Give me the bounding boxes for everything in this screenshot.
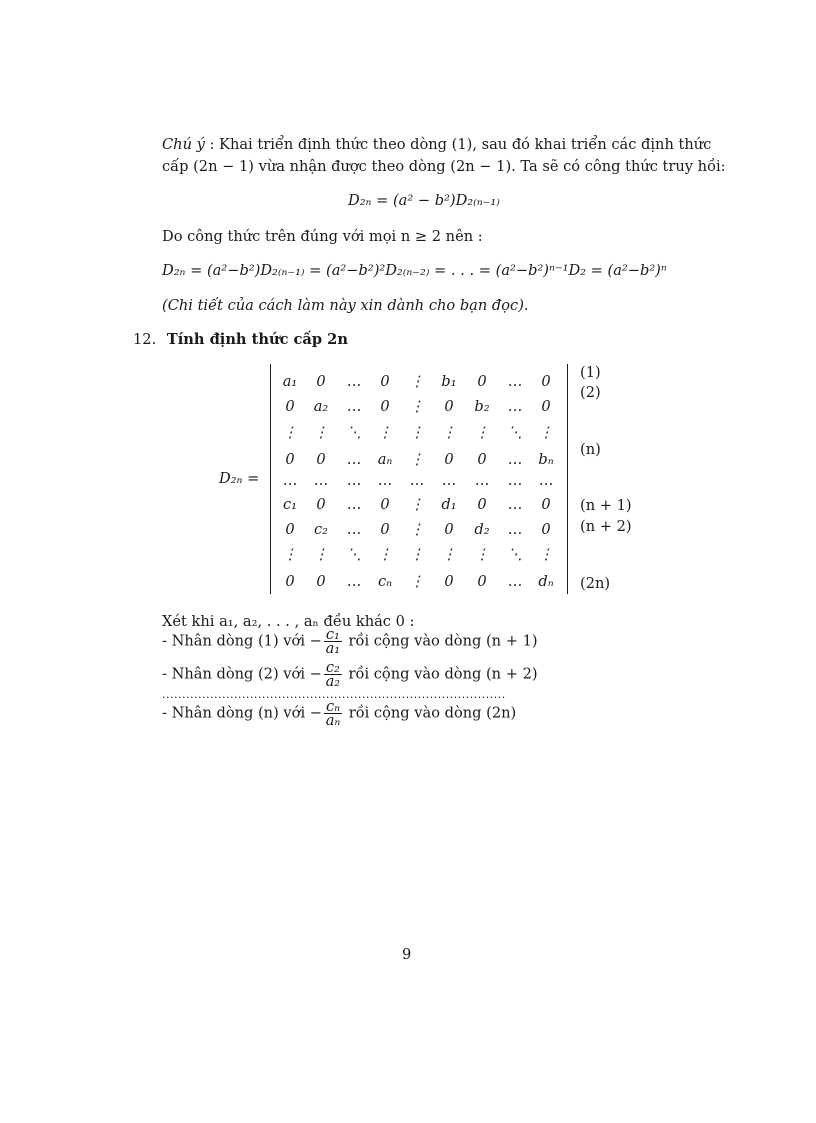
matrix-cell: d₂ bbox=[474, 521, 490, 538]
matrix-cell: ⋮ bbox=[441, 424, 457, 441]
step-1-prefix: - Nhân dòng (1) với − bbox=[162, 632, 322, 650]
matrix-cell: ⋮ bbox=[474, 546, 490, 563]
matrix-cell: ⋮ bbox=[538, 424, 554, 441]
matrix-cell: d₁ bbox=[441, 496, 457, 513]
matrix-cell: 0 bbox=[444, 521, 454, 538]
matrix-cell: c₁ bbox=[282, 496, 298, 513]
matrix-cell: ⋮ bbox=[377, 424, 393, 441]
step-2-fraction bbox=[324, 661, 342, 688]
steps-intro: Xét khi a₁, a₂, . . . , aₙ đều khác 0 : bbox=[162, 613, 415, 630]
matrix-cell: … bbox=[346, 398, 362, 415]
matrix-cell: … bbox=[346, 573, 362, 590]
matrix-cell: ⋮ bbox=[409, 546, 425, 563]
determinant-lhs: D₂ₙ = bbox=[219, 470, 260, 487]
matrix-cell: 0 bbox=[541, 398, 551, 415]
matrix-cell: ⋮ bbox=[409, 424, 425, 441]
note-line-2: cấp (2n − 1) vừa nhận được theo dòng (2n − 1). Ta sẽ có công thức truy hồi: bbox=[162, 158, 726, 175]
matrix-cell: 0 bbox=[380, 496, 390, 513]
matrix-cell: 0 bbox=[316, 373, 326, 390]
row-label: (n + 2) bbox=[580, 518, 632, 535]
row-label: (n + 1) bbox=[580, 497, 632, 514]
step-item-1 bbox=[162, 628, 538, 655]
matrix-cell: b₂ bbox=[474, 398, 490, 415]
matrix-cell: ⋱ bbox=[346, 424, 362, 441]
matrix-cell: 0 bbox=[380, 373, 390, 390]
row-label: (2n) bbox=[580, 575, 611, 592]
matrix-cell: cₙ bbox=[377, 573, 393, 590]
matrix-cell: … bbox=[409, 472, 425, 489]
matrix-cell: … bbox=[507, 573, 523, 590]
determinant-right-bar bbox=[567, 364, 568, 594]
determinant-left-bar bbox=[270, 364, 271, 594]
matrix-cell: 0 bbox=[477, 451, 487, 468]
matrix-cell: … bbox=[282, 472, 298, 489]
matrix-cell: … bbox=[507, 373, 523, 390]
step-2-suffix: rồi cộng vào dòng (n + 2) bbox=[343, 665, 538, 683]
matrix-cell: 0 bbox=[477, 573, 487, 590]
matrix-cell: ⋮ bbox=[538, 546, 554, 563]
step-1-numerator: c₁ bbox=[325, 626, 340, 643]
matrix-cell: ⋮ bbox=[409, 398, 425, 415]
matrix-cell: 0 bbox=[285, 573, 295, 590]
matrix-cell: 0 bbox=[444, 451, 454, 468]
matrix-cell: ⋮ bbox=[282, 424, 298, 441]
step-3-numerator: cₙ bbox=[325, 698, 341, 715]
matrix-cell: aₙ bbox=[377, 451, 393, 468]
matrix-cell: … bbox=[346, 472, 362, 489]
matrix-cell: 0 bbox=[316, 496, 326, 513]
detail-note: (Chi tiết của cách làm này xin dành cho bạn đọc). bbox=[162, 297, 529, 314]
matrix-cell: 0 bbox=[380, 398, 390, 415]
matrix-cell: … bbox=[507, 472, 523, 489]
matrix-cell: … bbox=[474, 472, 490, 489]
step-3-denominator: aₙ bbox=[325, 712, 341, 729]
matrix-cell: … bbox=[507, 398, 523, 415]
matrix-cell: 0 bbox=[316, 451, 326, 468]
matrix-cell: ⋮ bbox=[409, 521, 425, 538]
matrix-cell: 0 bbox=[477, 373, 487, 390]
matrix-cell: ⋮ bbox=[409, 573, 425, 590]
steps-ellipsis-line: ...................................................................................... bbox=[162, 688, 506, 701]
matrix-cell: 0 bbox=[316, 573, 326, 590]
matrix-cell: … bbox=[346, 373, 362, 390]
step-1-fraction bbox=[324, 628, 342, 655]
step-item-3 bbox=[162, 700, 516, 727]
matrix-cell: … bbox=[313, 472, 329, 489]
matrix-cell: … bbox=[441, 472, 457, 489]
matrix-cell: b₁ bbox=[441, 373, 457, 390]
matrix-cell: 0 bbox=[285, 398, 295, 415]
matrix-cell: ⋮ bbox=[409, 451, 425, 468]
problem-number: 12. bbox=[133, 331, 157, 348]
matrix-cell: a₁ bbox=[282, 373, 298, 390]
note-line-1 bbox=[162, 136, 711, 153]
matrix-cell: ⋮ bbox=[409, 496, 425, 513]
matrix-cell: 0 bbox=[444, 573, 454, 590]
matrix-cell: 0 bbox=[285, 451, 295, 468]
matrix-cell: 0 bbox=[541, 496, 551, 513]
matrix-cell: 0 bbox=[380, 521, 390, 538]
matrix-cell: … bbox=[346, 521, 362, 538]
step-1-denominator: a₁ bbox=[325, 640, 341, 657]
matrix-cell: c₂ bbox=[313, 521, 329, 538]
step-3-fraction bbox=[324, 700, 342, 727]
matrix-cell: … bbox=[538, 472, 554, 489]
step-2-prefix: - Nhân dòng (2) với − bbox=[162, 665, 322, 683]
matrix-cell: ⋱ bbox=[507, 424, 523, 441]
matrix-cell: … bbox=[507, 496, 523, 513]
step-item-2 bbox=[162, 661, 538, 688]
matrix-cell: … bbox=[346, 451, 362, 468]
matrix-cell: ⋮ bbox=[409, 373, 425, 390]
row-label: (n) bbox=[580, 441, 601, 458]
matrix-cell: ⋮ bbox=[377, 546, 393, 563]
closed-form-formula: D₂ₙ = (a²−b²)D₂₍ₙ₋₁₎ = (a²−b²)²D₂₍ₙ₋₂₎ = . . . = (a²−b²)ⁿ⁻¹D₂ = (a²−b²)ⁿ bbox=[162, 262, 667, 279]
row-label: (2) bbox=[580, 384, 601, 401]
step-2-numerator: c₂ bbox=[325, 659, 340, 676]
matrix-cell: 0 bbox=[541, 373, 551, 390]
matrix-cell: ⋮ bbox=[441, 546, 457, 563]
problem-title: Tính định thức cấp 2n bbox=[166, 331, 348, 348]
step-2-denominator: a₂ bbox=[325, 673, 341, 690]
recurrence-formula: D₂ₙ = (a² − b²)D₂₍ₙ₋₁₎ bbox=[348, 192, 500, 209]
matrix-cell: 0 bbox=[477, 496, 487, 513]
step-3-suffix: rồi cộng vào dòng (2n) bbox=[344, 704, 517, 722]
matrix-cell: … bbox=[507, 451, 523, 468]
matrix-cell: bₙ bbox=[538, 451, 554, 468]
step-3-prefix: - Nhân dòng (n) với − bbox=[162, 704, 322, 722]
matrix-cell: ⋮ bbox=[313, 424, 329, 441]
matrix-cell: ⋮ bbox=[282, 546, 298, 563]
matrix-cell: 0 bbox=[285, 521, 295, 538]
matrix-cell: 0 bbox=[541, 521, 551, 538]
matrix-cell: ⋱ bbox=[346, 546, 362, 563]
matrix-cell: … bbox=[507, 521, 523, 538]
page-number: 9 bbox=[402, 946, 412, 963]
note-label: Chú ý bbox=[162, 136, 205, 153]
row-label: (1) bbox=[580, 364, 601, 381]
matrix-cell: … bbox=[377, 472, 393, 489]
problem-heading bbox=[133, 331, 348, 348]
matrix-cell: 0 bbox=[444, 398, 454, 415]
step-1-suffix: rồi cộng vào dòng (n + 1) bbox=[343, 632, 538, 650]
conclusion-text: Do công thức trên đúng với mọi n ≥ 2 nên : bbox=[162, 228, 483, 245]
matrix-cell: ⋱ bbox=[507, 546, 523, 563]
matrix-cell: … bbox=[346, 496, 362, 513]
matrix-cell: dₙ bbox=[538, 573, 554, 590]
matrix-cell: ⋮ bbox=[313, 546, 329, 563]
note-line-1-text: : Khai triển định thức theo dòng (1), sau đó khai triển các định thức bbox=[204, 136, 712, 153]
matrix-cell: a₂ bbox=[313, 398, 329, 415]
matrix-cell: ⋮ bbox=[474, 424, 490, 441]
